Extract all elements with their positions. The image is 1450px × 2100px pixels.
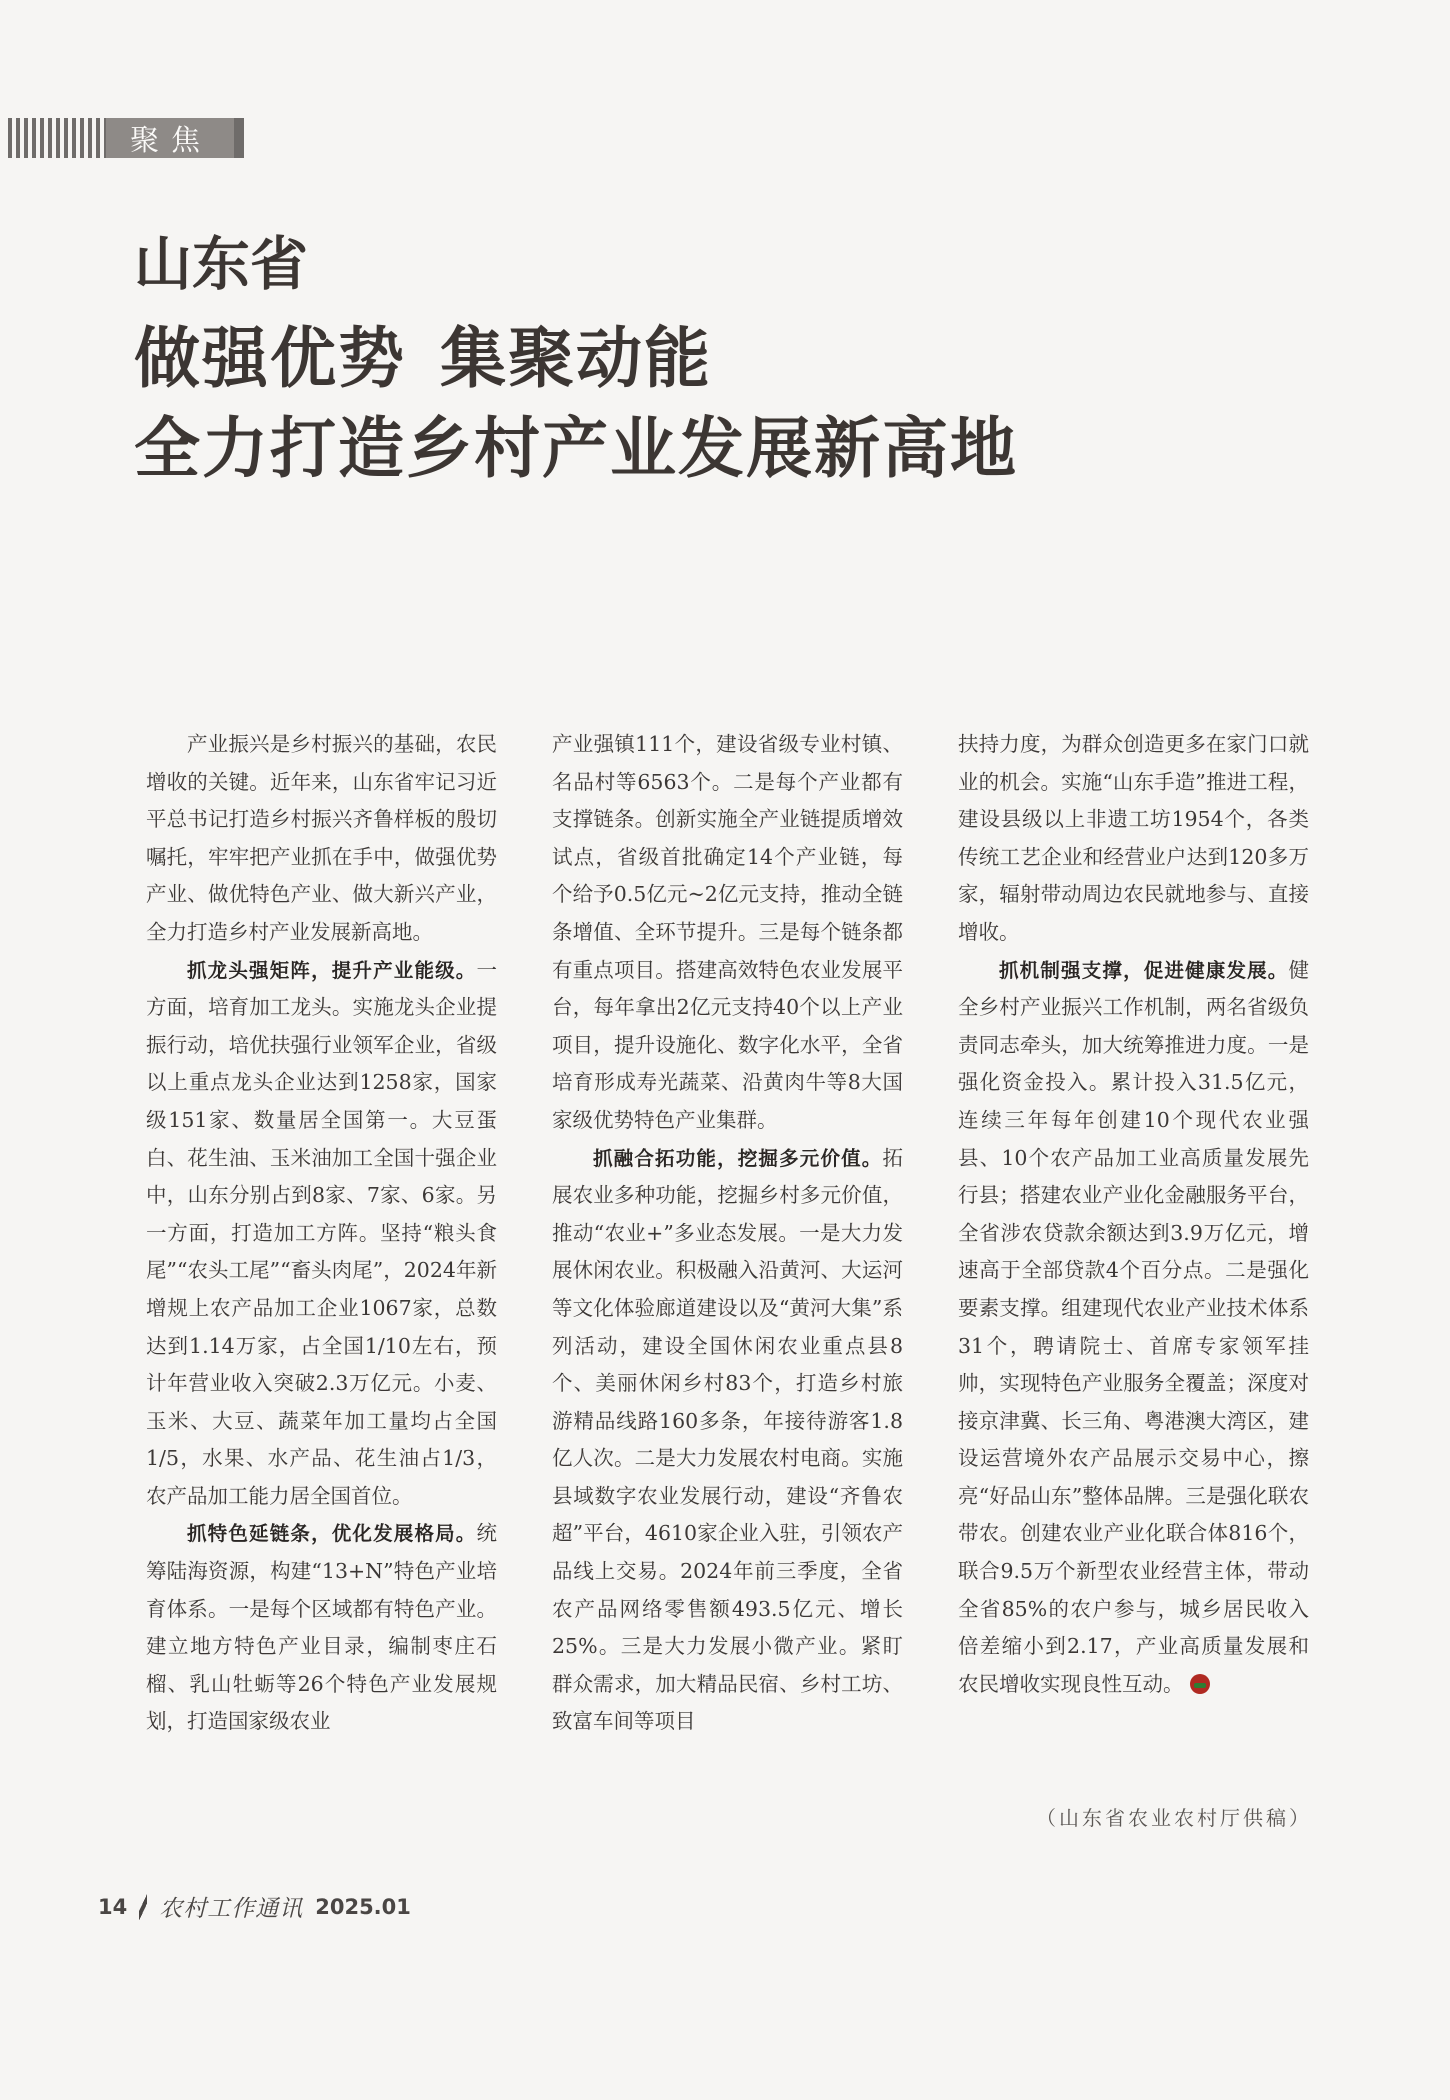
paragraph: 产业振兴是乡村振兴的基础，农民增收的关键。近年来，山东省牢记习近平总书记打造乡村振兴齐鲁样板的殷切嘱托，牢牢把产业抓在手中，做强优势产业、做优特色产业、做大新兴产业，全力打造乡村产业发展新高地。 [146, 732, 497, 944]
end-mark-icon [1190, 1674, 1210, 1694]
paragraph: 产业强镇111个，建设省级专业村镇、名品村等6563个。二是每个产业都有支撑链条。创新实施全产业链提质增效试点，省级首批确定14个产业链，每个给予0.5亿元~2亿元支持，推动全链条增值、全环节提升。三是每个链条都有重点项目。搭建高效特色农业发展平台，每年拿出2亿元支持40个以上产业项目，提升设施化、数字化水平，全省培育形成寿光蔬菜、沿黄肉牛等8大国家级优势特色产业集群。 [552, 732, 903, 1132]
issue-number: 2025.01 [315, 1894, 411, 1919]
column-1 [146, 726, 497, 1741]
magazine-name: 农村工作通讯 [159, 1896, 304, 1922]
column-2 [552, 726, 903, 1741]
paragraph-lead: 抓龙头强矩阵，提升产业能级。 [187, 958, 477, 982]
paragraph: 抓融合拓功能，挖掘多元价值。拓展农业多种功能，挖掘乡村多元价值，推动“农业+”多业态发展。一是大力发展休闲农业。积极融入沿黄河、大运河等文化体验廊道建设以及“黄河大集”系列活动，建设全国休闲农业重点县8个、美丽休闲乡村83个，打造乡村旅游精品线路160多条，年接待游客1.8亿人次。二是大力发展农村电商。实施县域数字农业发展行动，建设“齐鲁农超”平台，4610家企业入驻，引领农产品线上交易。2024年前三季度，全省农产品网络零售额493.5亿元、增长25%。三是大力发展小微产业。紧盯群众需求，加大精品民宿、乡村工坊、致富车间等项目 [552, 1145, 903, 1734]
article-body [146, 726, 1309, 1741]
page-number: 14 [98, 1894, 128, 1919]
title-line-2 [134, 320, 1018, 397]
title-line-2a: 做强优势 [134, 320, 406, 397]
section-tag [8, 118, 244, 158]
article-source: （山东省农业农村厅供稿） [1036, 1806, 1312, 1830]
title-line-1: 山东省 [134, 230, 309, 298]
title-line-3: 全力打造乡村产业发展新高地 [134, 410, 1018, 487]
paragraph: 抓机制强支撑，促进健康发展。健全乡村产业振兴工作机制，两名省级负责同志牵头，加大统筹推进力度。一是强化资金投入。累计投入31.5亿元，连续三年每年创建10个现代农业强县、10个农产品加工业高质量发展先行县；搭建农业产业化金融服务平台，全省涉农贷款余额达到3.9万亿元，增速高于全部贷款4个百分点。二是强化要素支撑。组建现代农业产业技术体系31个，聘请院士、首席专家领军挂帅，实现特色产业服务全覆盖；深度对接京津冀、长三角、粤港澳大湾区，建设运营境外农产品展示交易中心，擦亮“好品山东”整体品牌。三是强化联农带农。创建农业产业化联合体816个，联合9.5万个新型农业经营主体，带动全省85%的农户参与，城乡居民收入倍差缩小到2.17，产业高质量发展和农民增收实现良性互动。 [958, 957, 1309, 1696]
section-tag-label: 聚焦 [106, 118, 244, 158]
section-tag-stripes [8, 118, 106, 158]
slash-icon [139, 1894, 147, 1920]
article-title [134, 230, 1018, 506]
paragraph: 抓龙头强矩阵，提升产业能级。一方面，培育加工龙头。实施龙头企业提振行动，培优扶强行业领军企业，省级以上重点龙头企业达到1258家，国家级151家、数量居全国第一。大豆蛋白、花生油、玉米油加工全国十强企业中，山东分别占到8家、7家、6家。另一方面，打造加工方阵。坚持“粮头食尾”“农头工尾”“畜头肉尾”，2024年新增规上农产品加工企业1067家，总数达到1.14万家，占全国1/10左右，预计年营业收入突破2.3万亿元。小麦、玉米、大豆、蔬菜年加工量均占全国1/5，水果、水产品、花生油占1/3，农产品加工能力居全国首位。 [146, 957, 497, 1508]
paragraph: 扶持力度，为群众创造更多在家门口就业的机会。实施“山东手造”推进工程，建设县级以上非遗工坊1954个，各类传统工艺企业和经营业户达到120多万家，辐射带动周边农民就地参与、直接增收。 [958, 732, 1309, 944]
column-3 [958, 726, 1309, 1741]
paragraph-lead: 抓融合拓功能，挖掘多元价值。 [593, 1146, 883, 1170]
title-line-2b: 集聚动能 [440, 320, 712, 397]
paragraph-lead: 抓特色延链条，优化发展格局。 [187, 1522, 477, 1546]
paragraph-lead: 抓机制强支撑，促进健康发展。 [999, 958, 1289, 982]
page-footer [98, 1890, 411, 1923]
paragraph: 抓特色延链条，优化发展格局。统筹陆海资源，构建“13+N”特色产业培育体系。一是每个区域都有特色产业。建立地方特色产业目录，编制枣庄石榴、乳山牡蛎等26个特色产业发展规划，打造国家级农业 [146, 1521, 497, 1734]
